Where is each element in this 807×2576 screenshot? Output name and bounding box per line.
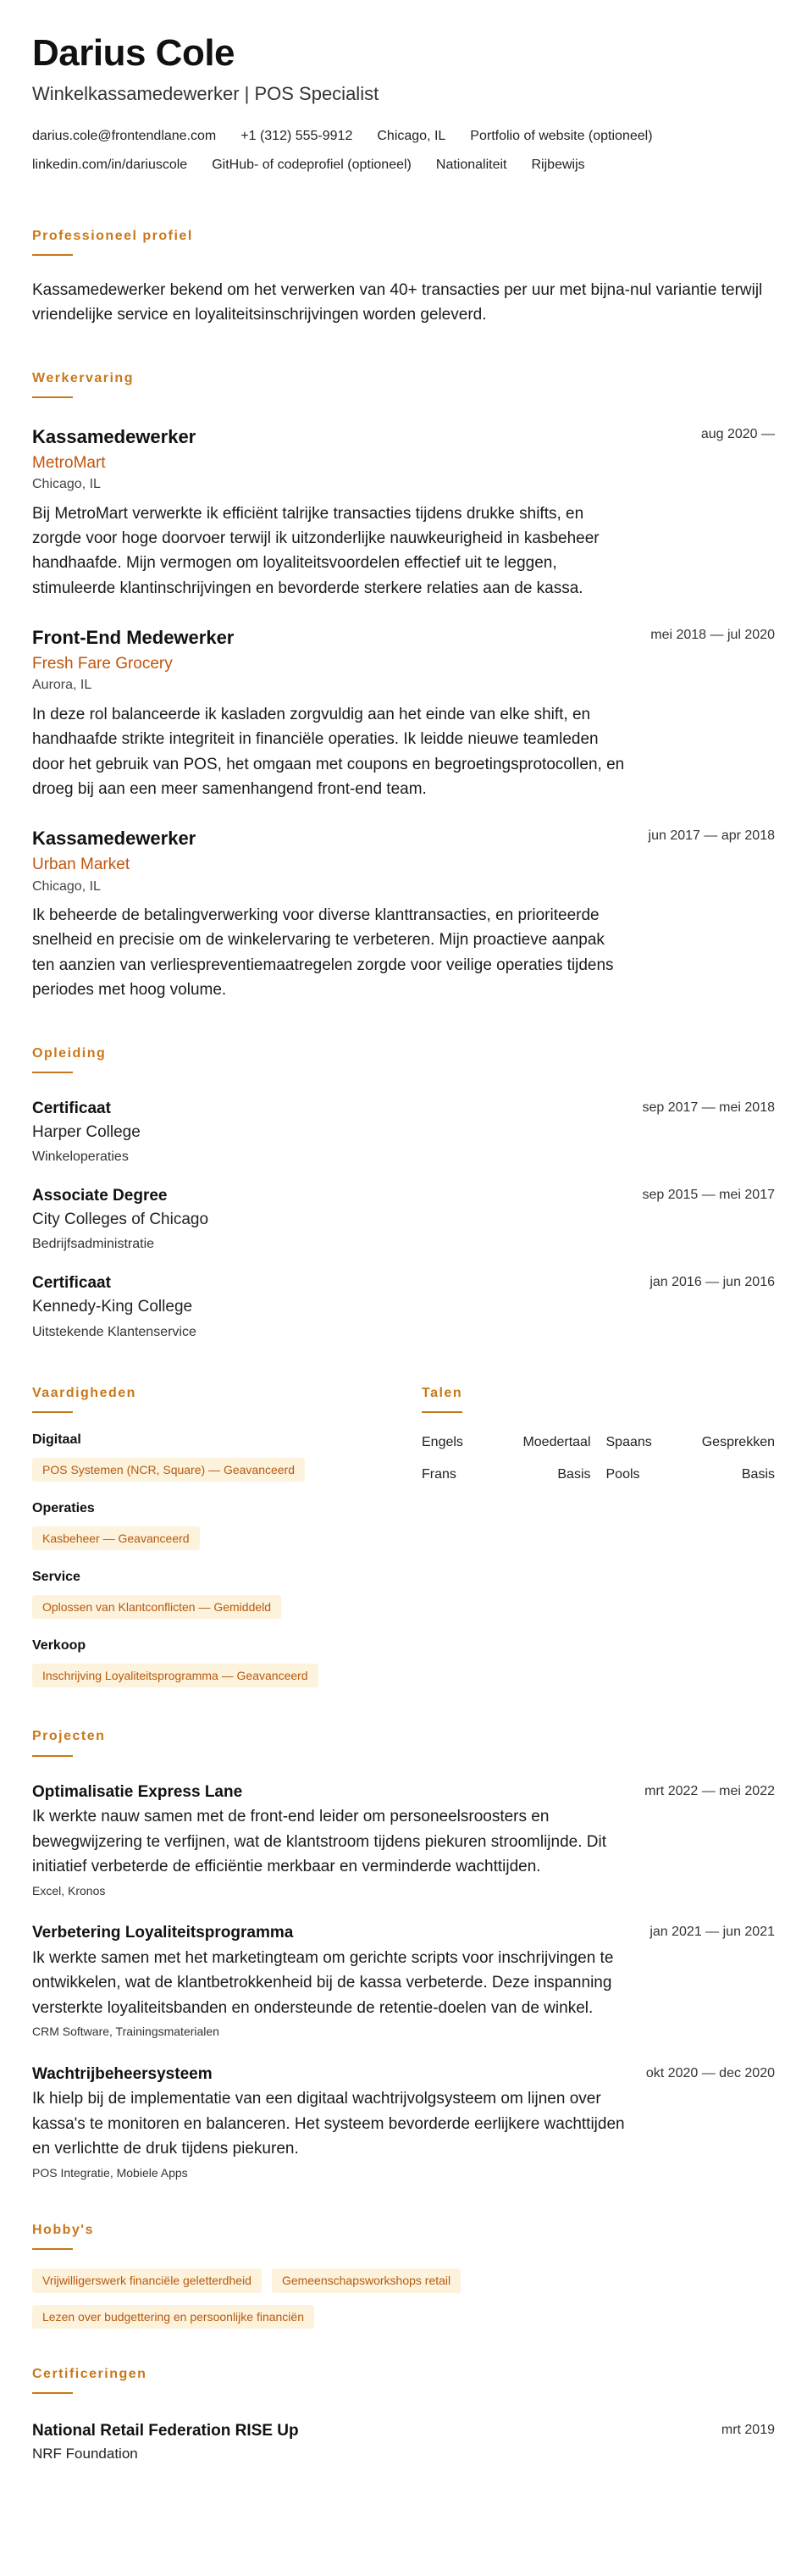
language-item: [422, 1432, 591, 1454]
education-degree: Certificaat: [32, 1274, 111, 1293]
language-level: Moedertaal: [522, 1434, 591, 1449]
languages-grid: [422, 1432, 775, 1485]
resume-header: [32, 32, 775, 184]
language-name: Frans: [422, 1466, 456, 1482]
job-description: Bij MetroMart verwerkte ik efficiënt talrijke transacties tijdens drukke shifts, en zorgde voor hoge doorvoer terwijl ik uitzonderlijke nauwkeurigheid in kasbeheer handhaafde. Mijn vermogen om loyaliteitsvoordelen effectief uit te leggen, stimuleerde klantinschrijvingen en bevorderde sterkere relaties aan de kassa.: [32, 504, 600, 597]
job-dates: mei 2018 — jul 2020: [650, 628, 775, 643]
language-item: [606, 1464, 776, 1486]
hobby-tags: [32, 2269, 574, 2341]
project-tech: CRM Software, Trainingsmaterialen: [32, 2025, 219, 2039]
experience-section: [32, 370, 775, 1003]
section-divider: [32, 1755, 73, 1757]
language-name: Spaans: [605, 1434, 652, 1449]
project-title: Verbetering Loyaliteitsprogramma: [32, 1924, 294, 1942]
certifications-heading: Certificeringen: [32, 2367, 147, 2382]
skill-tag: Inschrijving Loyaliteitsprogramma — Geavanceerd: [32, 1664, 318, 1687]
education-degree: Associate Degree: [32, 1187, 168, 1205]
language-name: Engels: [422, 1434, 463, 1449]
education-field: Winkeloperaties: [32, 1150, 129, 1165]
hobby-tag: Gemeenschapsworkshops retail: [272, 2269, 461, 2292]
project-description: Ik hielp bij de implementatie van een digitaal wachtrijvolgsysteem om lijnen over kassa's te monitoren en balanceren. Het systeem bevorderde eerlijkere wachttijden en verlichtte de druk tijdens piekuren.: [32, 2090, 625, 2158]
job-dates: aug 2020 —: [700, 427, 775, 442]
job-company: Urban Market: [32, 856, 130, 874]
education-field: Uitstekende Klantenservice: [32, 1324, 196, 1339]
skill-tag: Oplossen van Klantconflicten — Gemiddeld: [32, 1595, 281, 1619]
education-degree: Certificaat: [32, 1099, 111, 1117]
education-section: [32, 1045, 775, 1343]
project-dates: mrt 2022 — mei 2022: [644, 1783, 775, 1798]
skill-category: Operaties: [32, 1501, 95, 1516]
job-location: Aurora, IL: [32, 678, 92, 693]
job-location: Chicago, IL: [32, 477, 101, 492]
project-title: Wachtrijbeheersysteem: [32, 2064, 213, 2083]
skill-group: [32, 1432, 422, 1482]
contact-phone[interactable]: +1 (312) 555-9912: [240, 128, 353, 143]
skill-category: Verkoop: [32, 1638, 86, 1654]
profile-heading: Professioneel profiel: [32, 228, 193, 243]
job-location: Chicago, IL: [32, 878, 101, 894]
certification-title: National Retail Federation RISE Up: [32, 2422, 299, 2440]
hobbies-heading: Hobby's: [32, 2223, 94, 2238]
job-description: Ik beheerde de betalingverwerking voor diverse klanttransacties, en prioriteerde snelheid en precisie om de winkelervaring te verbeteren. Mijn proactieve aanpak ten aanzien van verliespreventiemaatregelen zorgde voor veilige operaties tijdens periodes met hoog volume.: [32, 906, 614, 1000]
section-divider: [32, 396, 73, 398]
contact-nationality: Nationaliteit: [435, 157, 507, 172]
job-dates: jun 2017 — apr 2018: [648, 828, 775, 844]
project-tech: Excel, Kronos: [32, 1883, 106, 1897]
project-title: Optimalisatie Express Lane: [32, 1782, 243, 1801]
education-entry: [32, 1099, 775, 1167]
education-school: City Colleges of Chicago: [32, 1210, 209, 1228]
languages-section: [422, 1385, 775, 1688]
profile-text: Kassamedewerker bekend om het verwerken van 40+ transacties per uur met bijna-nul variantie terwijl vriendelijke service en loyaliteitsinschrijvingen worden geleverd.: [32, 280, 763, 324]
education-dates: sep 2015 — mei 2017: [642, 1188, 775, 1203]
contact-location: Chicago, IL: [377, 128, 446, 143]
job-title: Kassamedewerker: [32, 426, 196, 448]
contact-portfolio[interactable]: Portfolio of website (optioneel): [470, 128, 653, 143]
skill-group: [32, 1637, 422, 1687]
skills-heading: Vaardigheden: [32, 1385, 136, 1400]
skill-category: Digitaal: [32, 1432, 81, 1447]
skill-tag: POS Systemen (NCR, Square) — Geavanceerd: [32, 1458, 305, 1482]
contact-email[interactable]: darius.cole@frontendlane.com: [32, 128, 217, 143]
project-dates: jan 2021 — jun 2021: [649, 1925, 775, 1940]
job-description: In deze rol balanceerde ik kasladen zorgvuldig aan het einde van elke shift, en handhaafde strikte integriteit in financiële operaties. Ik leidde nieuwe teamleden door het gebruik van POS, het omgaan met coupons en begroetingsprotocollen, en droeg bij aan een meer samenhangend front-end team.: [32, 705, 625, 799]
education-dates: jan 2016 — jun 2016: [649, 1275, 775, 1290]
project-description: Ik werkte samen met het marketingteam om gerichte scripts voor inschrijvingen te ontwikkelen, wat de klantbetrokkenheid bij de kassa verbeterde. Deze inspanning versterkte loyaliteitsbanden en ondersteunde de retentie-doelen van de winkel.: [32, 1948, 614, 2017]
candidate-name: Darius Cole: [32, 32, 235, 74]
language-name: Pools: [605, 1466, 640, 1482]
section-divider: [422, 1411, 462, 1413]
project-tech: POS Integratie, Mobiele Apps: [32, 2165, 188, 2180]
job-entry: [32, 425, 775, 601]
education-entry: [32, 1186, 775, 1255]
education-school: Harper College: [32, 1122, 141, 1141]
job-title: Kassamedewerker: [32, 828, 196, 850]
hobby-tag: Lezen over budgettering en persoonlijke financiën: [32, 2305, 314, 2329]
profile-section: [32, 228, 775, 328]
education-dates: sep 2017 — mei 2018: [642, 1100, 775, 1115]
section-divider: [32, 254, 73, 256]
section-divider: [32, 1072, 73, 1073]
projects-section: [32, 1728, 775, 2181]
languages-heading: Talen: [422, 1385, 463, 1400]
job-entry: [32, 827, 775, 1002]
language-item: [422, 1464, 591, 1486]
certification-entry: [32, 2421, 775, 2463]
education-heading: Opleiding: [32, 1045, 107, 1061]
job-company: Fresh Fare Grocery: [32, 654, 173, 673]
language-item: [606, 1432, 776, 1454]
contact-license: Rijbewijs: [531, 157, 585, 172]
project-dates: okt 2020 — dec 2020: [645, 2065, 775, 2080]
skill-group: [32, 1569, 422, 1619]
skills-section: [32, 1385, 422, 1688]
skill-tag: Kasbeheer — Geavanceerd: [32, 1526, 200, 1550]
candidate-title: Winkelkassamedewerker | POS Specialist: [32, 83, 379, 105]
certifications-section: [32, 2366, 775, 2464]
skill-category: Service: [32, 1570, 80, 1585]
job-company: MetroMart: [32, 453, 106, 472]
section-divider: [32, 2392, 73, 2394]
job-title: Front-End Medewerker: [32, 627, 235, 649]
language-level: Basis: [741, 1466, 775, 1482]
education-field: Bedrijfsadministratie: [32, 1237, 155, 1252]
education-entry: [32, 1273, 775, 1342]
language-level: Basis: [557, 1466, 591, 1482]
section-divider: [32, 1411, 73, 1413]
job-entry: [32, 626, 775, 801]
projects-heading: Projecten: [32, 1729, 106, 1744]
section-divider: [32, 2248, 73, 2250]
experience-heading: Werkervaring: [32, 370, 134, 385]
project-entry: [32, 1782, 775, 1900]
skills-languages-row: [32, 1385, 775, 1688]
project-entry: [32, 2064, 775, 2182]
education-school: Kennedy-King College: [32, 1298, 193, 1316]
certification-date: mrt 2019: [721, 2423, 775, 2438]
hobbies-section: [32, 2222, 775, 2341]
skill-group: [32, 1500, 422, 1550]
contact-github[interactable]: GitHub- of codeprofiel (optioneel): [212, 157, 412, 172]
contact-linkedin[interactable]: linkedin.com/in/dariuscole: [32, 157, 188, 172]
contact-list: [32, 126, 775, 184]
certification-issuer: NRF Foundation: [32, 2445, 138, 2462]
hobby-tag: Vrijwilligerswerk financiële geletterdheid: [32, 2269, 262, 2292]
language-level: Gesprekken: [701, 1434, 775, 1449]
project-entry: [32, 1923, 775, 2041]
project-description: Ik werkte nauw samen met de front-end leider om personeelsroosters en bewegwijzering te verfijnen, wat de klantstroom tijdens piekuren stroomlijnde. Dit initiatief verbeterde de efficiëntie merkbaar en verminderde wachttijden.: [32, 1808, 606, 1876]
